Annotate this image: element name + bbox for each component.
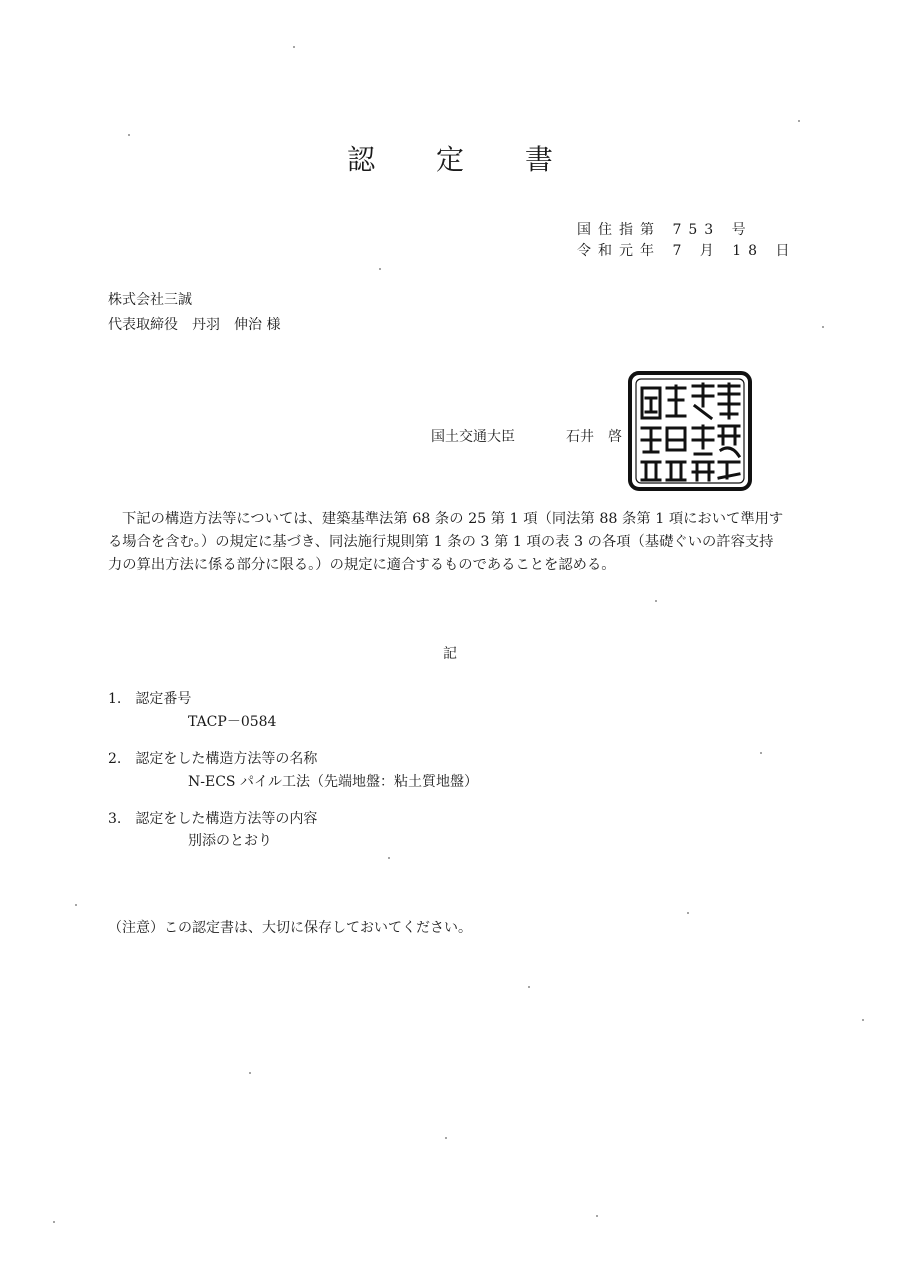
issuer-name: 石井 啓 [566, 429, 622, 445]
scan-speck [862, 1019, 864, 1021]
scan-speck [687, 912, 689, 914]
care-note: （注意）この認定書は、大切に保存しておいてください。 [108, 920, 472, 936]
item-1-label: 1. 認定番号 [108, 691, 192, 707]
scan-speck [822, 326, 824, 328]
scan-speck [445, 1137, 447, 1139]
addressee-company: 株式会社三誠 [108, 292, 192, 308]
scan-speck [760, 752, 762, 754]
scan-speck [798, 120, 800, 122]
certificate-date: 令和元年 7 月 18 日 [577, 243, 797, 259]
document-title: 認 定 書 [347, 143, 579, 176]
addressee-person: 代表取締役 丹羽 伸治 様 [108, 317, 281, 333]
item-3-value: 別添のとおり [188, 833, 272, 849]
scan-speck [596, 1215, 598, 1217]
certification-statement: 下記の構造方法等については、建築基準法第 68 条の 25 第 1 項（同法第 88 条第 1 項において準用する場合を含む。）の規定に基づき、同法施行規則第 1 条の 3 第 1 項の表 3 の各項（基礎ぐいの許容支持力の算出方法に係る部分に限る。）の規定に適合するものであることを認める。 [108, 511, 784, 573]
scan-speck [293, 46, 295, 48]
issuer-title: 国土交通大臣 [431, 429, 515, 445]
scan-speck [128, 134, 130, 136]
scan-speck [528, 986, 530, 988]
item-3-label: 3. 認定をした構造方法等の内容 [108, 811, 318, 827]
item-2-label: 2. 認定をした構造方法等の名称 [108, 751, 318, 767]
scan-speck [388, 857, 390, 859]
scan-speck [75, 904, 77, 906]
official-seal-stamp [627, 370, 753, 492]
scan-speck [655, 600, 657, 602]
scan-speck [379, 268, 381, 270]
ki-heading: 記 [443, 646, 457, 662]
item-1-value: TACP－0584 [188, 714, 277, 730]
certificate-number: 国住指第 753 号 [577, 222, 753, 238]
scan-speck [53, 1221, 55, 1223]
scan-speck [249, 1072, 251, 1074]
item-2-value: N-ECS パイル工法（先端地盤：粘土質地盤） [188, 774, 478, 790]
